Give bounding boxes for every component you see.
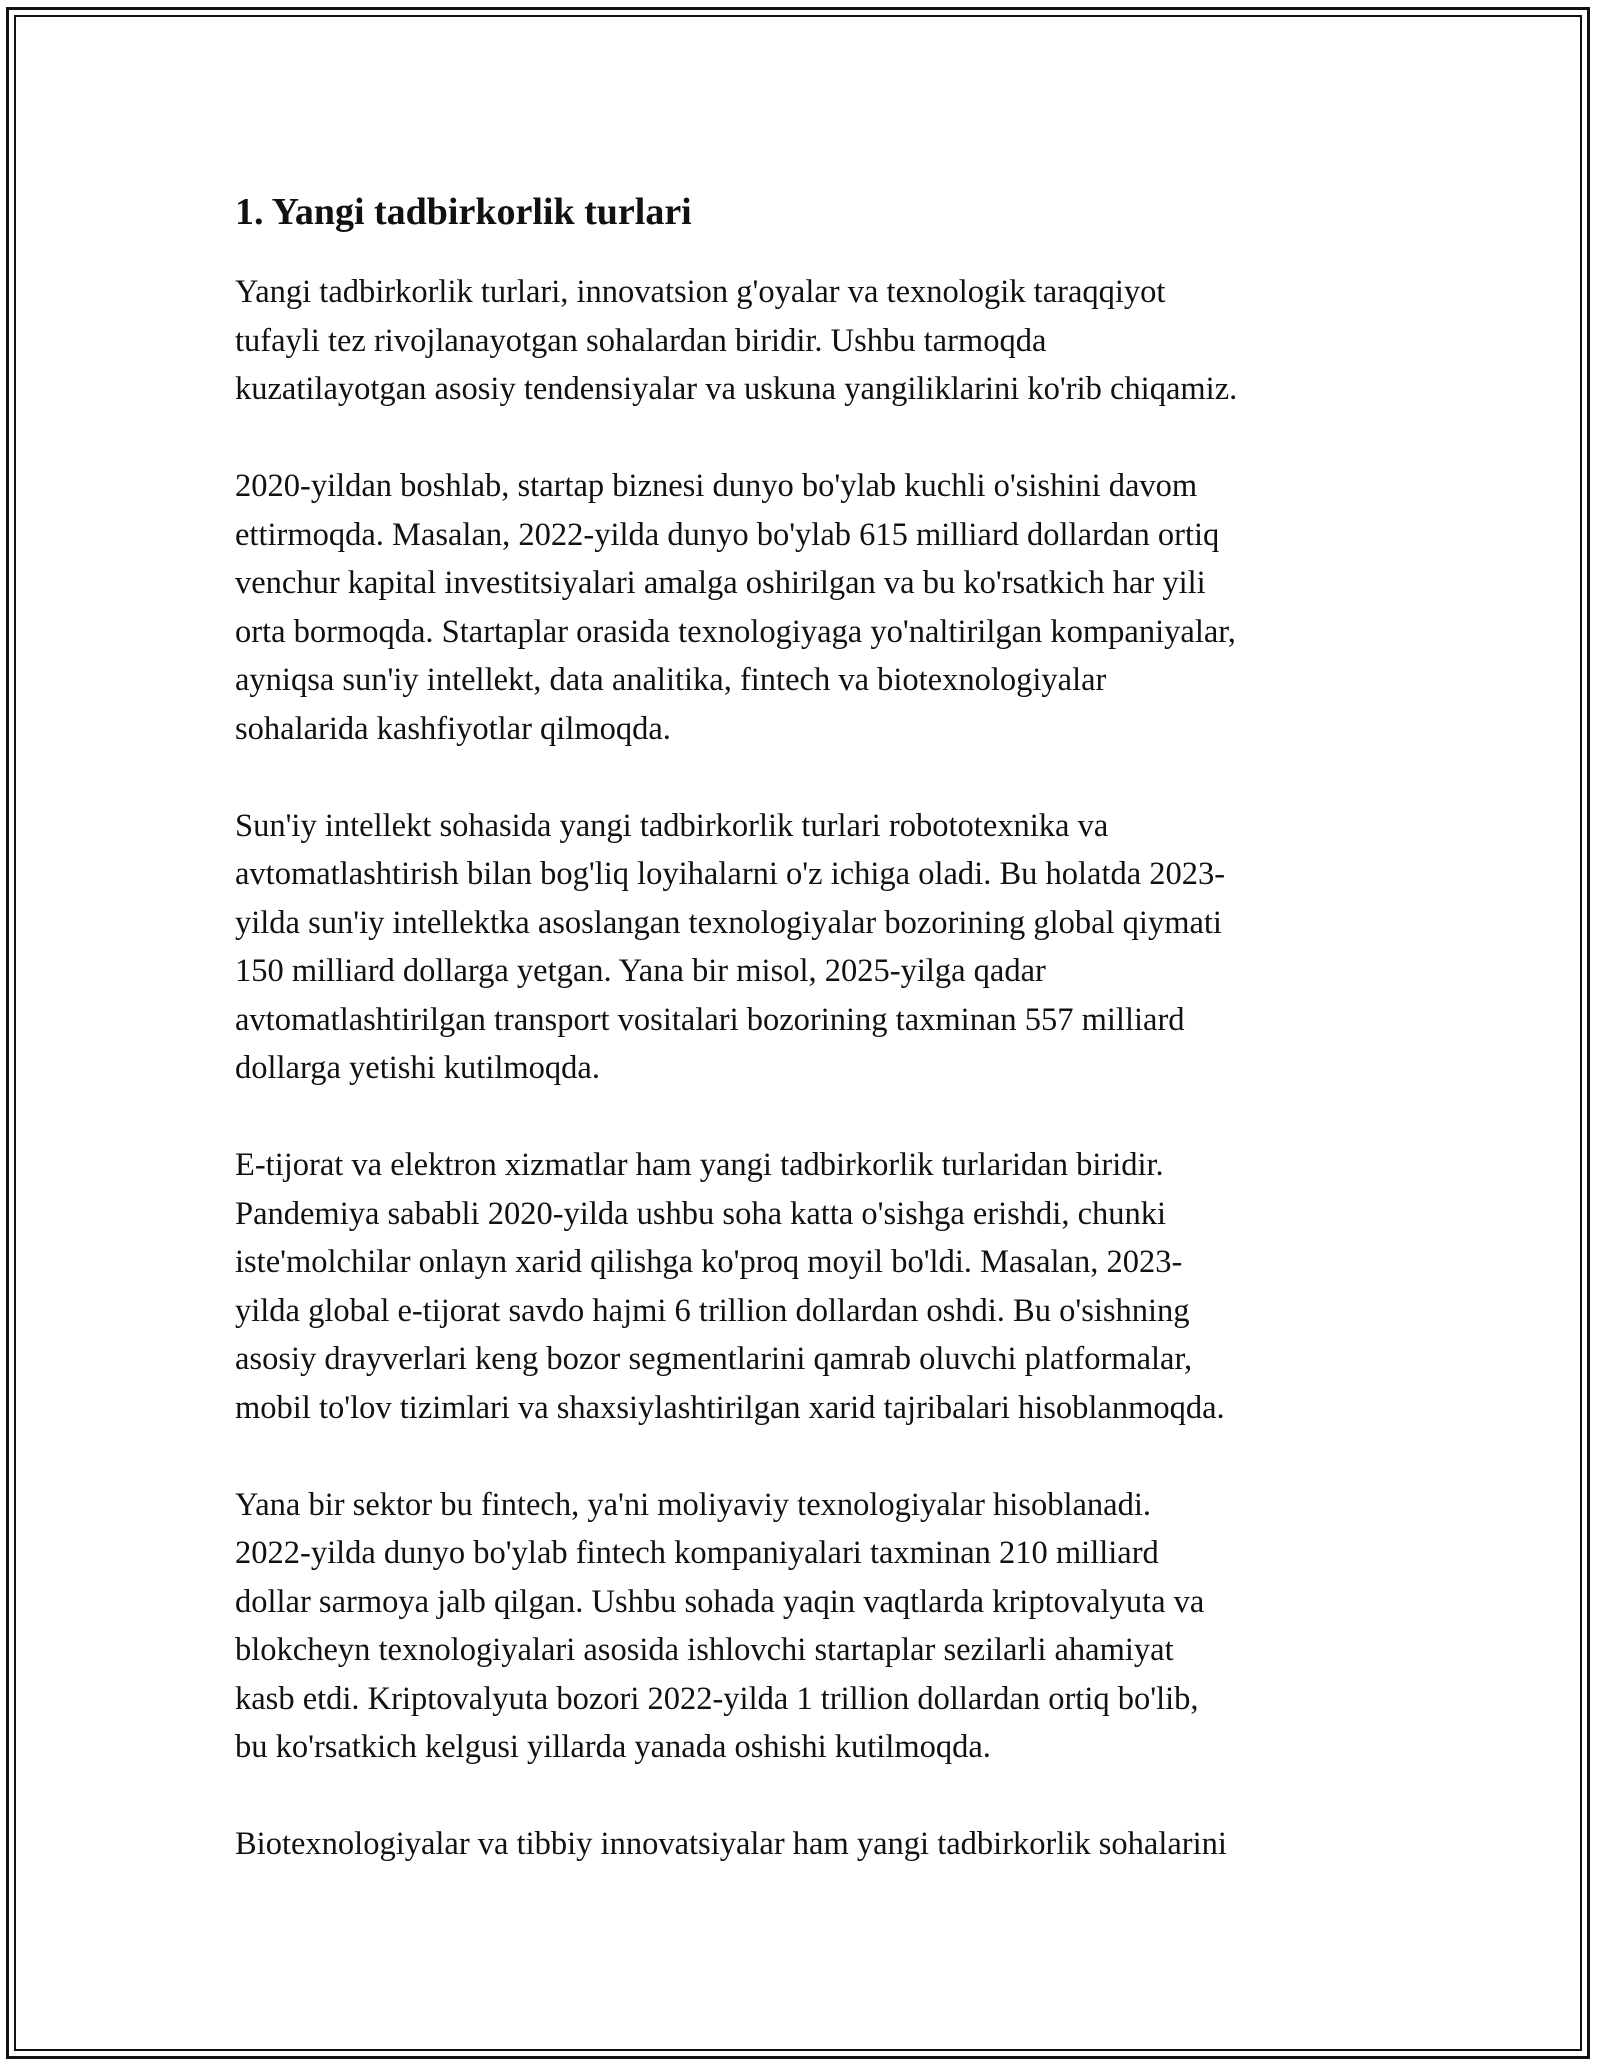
- text-line: Yangi tadbirkorlik turlari, innovatsion g'oyalar va texnologik taraqqiyot: [235, 274, 1166, 310]
- text-line: Sun'iy intellekt sohasida yangi tadbirkorlik turlari robototexnika va: [235, 807, 1109, 844]
- paragraph: [235, 1820, 1415, 1869]
- text-line: E-tijorat va elektron xizmatlar ham yangi tadbirkorlik turlaridan biridir.: [235, 1147, 1164, 1183]
- text-line: 150 milliard dollarga yetgan. Yana bir misol, 2025-yilga qadar: [235, 953, 1046, 989]
- text-line: ayniqsa sun'iy intellekt, data analitika, fintech va biotexnologiyalar: [235, 662, 1107, 698]
- paragraph: [235, 802, 1415, 1093]
- text-line: Yana bir sektor bu fintech, ya'ni moliyaviy texnologiyalar hisoblanadi.: [235, 1486, 1151, 1523]
- text-line: Biotexnologiyalar va tibbiy innovatsiyalar ham yangi tadbirkorlik sohalarini: [235, 1826, 1227, 1862]
- text-line: mobil to'lov tizimlari va shaxsiylashtirilgan xarid tajribalari hisoblanmoqda.: [235, 1389, 1225, 1426]
- text-line: sohalarida kashfiyotlar qilmoqda.: [235, 710, 671, 747]
- text-line: avtomatlashtirilgan transport vositalari bozorining taxminan 557 milliard: [235, 1001, 1185, 1038]
- text-line: kasb etdi. Kriptovalyuta bozori 2022-yilda 1 trillion dollardan ortiq bo'lib,: [235, 1680, 1199, 1717]
- text-line: dollar sarmoya jalb qilgan. Ushbu sohada yaqin vaqtlarda kriptovalyuta va: [235, 1583, 1205, 1620]
- text-line: orta bormoqda. Startaplar orasida texnologiyaga yo'naltirilgan kompaniyalar,: [235, 613, 1236, 650]
- text-line: blokcheyn texnologiyalari asosida ishlovchi startaplar sezilarli ahamiyat: [235, 1632, 1174, 1668]
- document-content: [235, 186, 1415, 1869]
- text-line: tufayli tez rivojlanayotgan sohalardan biridir. Ushbu tarmoqda: [235, 322, 1047, 359]
- text-line: 2022-yilda dunyo bo'ylab fintech kompaniyalari taxminan 210 milliard: [235, 1535, 1159, 1571]
- text-line: iste'molchilar onlayn xarid qilishga ko'proq moyil bo'ldi. Masalan, 2023-: [235, 1244, 1183, 1280]
- text-line: Pandemiya sababli 2020-yilda ushbu soha katta o'sishga erishdi, chunki: [235, 1195, 1167, 1232]
- section-heading: 1. Yangi tadbirkorlik turlari: [235, 191, 692, 233]
- text-line: avtomatlashtirish bilan bog'liq loyihalarni o'z ichiga oladi. Bu holatda 2023-: [235, 856, 1226, 892]
- text-line: dollarga yetishi kutilmoqda.: [235, 1050, 600, 1086]
- paragraph: [235, 1141, 1415, 1432]
- text-line: ettirmoqda. Masalan, 2022-yilda dunyo bo'ylab 615 milliard dollardan ortiq: [235, 516, 1220, 553]
- section-body: [235, 268, 1415, 1869]
- paragraph: [235, 1481, 1415, 1772]
- text-line: 2020-yildan boshlab, startap biznesi dunyo bo'ylab kuchli o'sishini davom: [235, 468, 1198, 504]
- paragraph: [235, 462, 1415, 753]
- text-line: yilda sun'iy intellektka asoslangan texnologiyalar bozorining global qiymati: [235, 904, 1222, 941]
- text-line: bu ko'rsatkich kelgusi yillarda yanada oshishi kutilmoqda.: [235, 1729, 991, 1765]
- text-line: kuzatilayotgan asosiy tendensiyalar va uskuna yangiliklarini ko'rib chiqamiz.: [235, 371, 1238, 407]
- paragraph: [235, 268, 1415, 414]
- text-line: venchur kapital investitsiyalari amalga oshirilgan va bu ko'rsatkich har yili: [235, 565, 1206, 601]
- text-line: asosiy drayverlari keng bozor segmentlarini qamrab oluvchi platformalar,: [235, 1341, 1193, 1377]
- text-line: yilda global e-tijorat savdo hajmi 6 trillion dollardan oshdi. Bu o'sishning: [235, 1292, 1190, 1329]
